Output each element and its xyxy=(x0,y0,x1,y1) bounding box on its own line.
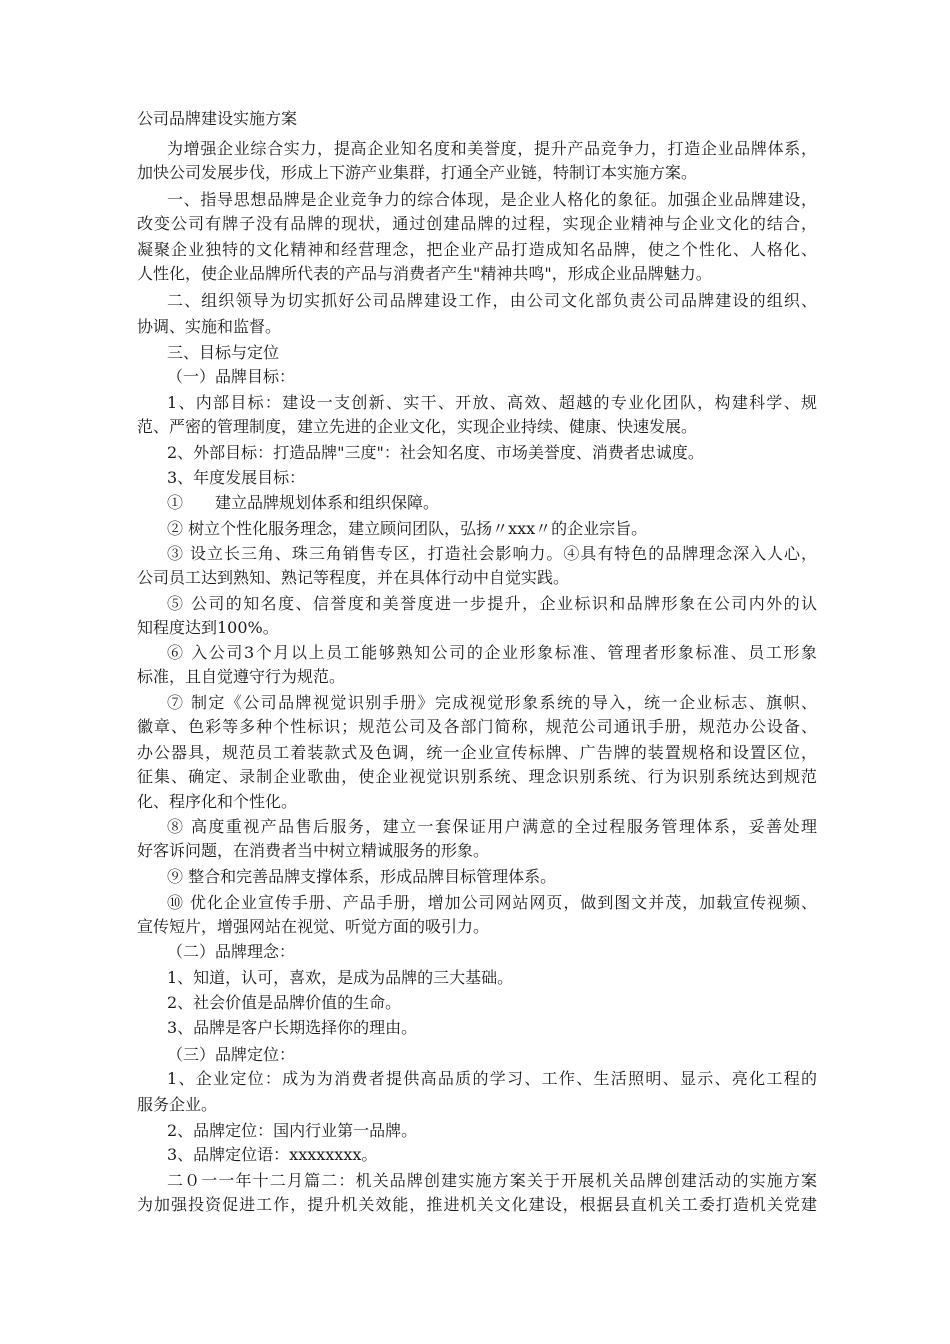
text-line: （二）品牌理念： xyxy=(167,942,296,961)
text-line: 公司员工达到熟知、熟记等程度，并在具体行动中自觉实践。 xyxy=(137,568,570,587)
text-line: 1、知道，认可，喜欢，是成为品牌的三大基础。 xyxy=(167,968,514,987)
text-line: ⑧ 高度重视产品售后服务，建立一套保证用户满意的全过程服务管理体系，妥善处理 xyxy=(167,817,817,836)
text-line: 征集、确定、录制企业歌曲，使企业视觉识别系统、理念识别系统、行为识别系统达到规范 xyxy=(137,767,817,786)
text-line: 化、程序化和个性化。 xyxy=(137,792,298,811)
text-line: 协调、实施和监督。 xyxy=(137,317,282,336)
text-line: 三、目标与定位 xyxy=(167,343,280,362)
text-line: 服务企业。 xyxy=(137,1095,218,1114)
text-line: 2、品牌定位：国内行业第一品牌。 xyxy=(167,1121,418,1140)
text-line: ⑤ 公司的知名度、信誉度和美誉度进一步提升，企业标识和品牌形象在公司内外的认 xyxy=(167,594,817,613)
text-line: 3、年度发展目标： xyxy=(167,468,306,487)
text-line: 徽章、色彩等多种个性标识；规范公司及各部门简称，规范公司通讯手册，规范办公设备、 xyxy=(137,717,817,736)
text-line: ③ 设立长三角、珠三角销售专区，打造社会影响力。④具有特色的品牌理念深入人心， xyxy=(167,544,817,563)
text-line: 范、严密的管理制度，建立先进的企业文化，实现企业持续、健康、快速发展。 xyxy=(137,417,698,436)
text-line: 一、指导思想品牌是企业竞争力的综合体现，是企业人格化的象征。加强企业品牌建设， xyxy=(167,190,817,209)
text-line: 2、社会价值是品牌价值的生命。 xyxy=(167,993,402,1012)
text-line: 好客诉问题，在消费者当中树立精诚服务的形象。 xyxy=(137,841,490,860)
text-line: 二０一一年十二月篇二：机关品牌创建实施方案关于开展机关品牌创建活动的实施方案 xyxy=(167,1171,817,1190)
text-line: 宣传短片，增强网站在视觉、听觉方面的吸引力。 xyxy=(137,917,490,936)
text-line: 1、内部目标：建设一支创新、实干、开放、高效、超越的专业化团队，构建科学、规 xyxy=(167,393,817,412)
text-line: ⑩ 优化企业宣传手册、产品手册，增加公司网站网页，做到图文并茂，加载宣传视频、 xyxy=(167,893,817,912)
text-line: 二、组织领导为切实抓好公司品牌建设工作，由公司文化部负责公司品牌建设的组织、 xyxy=(167,291,817,310)
text-line: 为加强投资促进工作，提升机关效能，推进机关文化建设，根据县直机关工委打造机关党建 xyxy=(137,1195,817,1214)
text-line: 3、品牌定位语：xxxxxxxx。 xyxy=(167,1145,378,1164)
text-line: 加快公司发展步伐，形成上下游产业集群，打通全产业链，特制订本实施方案。 xyxy=(137,163,698,182)
text-line: ⑦ 制定《公司品牌视觉识别手册》完成视觉形象系统的导入，统一企业标志、旗帜、 xyxy=(167,693,817,712)
text-line: ⑥ 入公司3个月以上员工能够熟知公司的企业形象标准、管理者形象标准、员工形象 xyxy=(167,643,817,662)
text-line: 1、企业定位：成为为消费者提供高品质的学习、工作、生活照明、显示、亮化工程的 xyxy=(167,1069,817,1088)
text-line: 改变公司有牌子没有品牌的现状，通过创建品牌的过程，实现企业精神与企业文化的结合， xyxy=(137,214,817,233)
text-line: 2、外部目标：打造品牌"三度"：社会知名度、市场美誉度、消费者忠诚度。 xyxy=(167,443,704,462)
text-line: 人性化，使企业品牌所代表的产品与消费者产生"精神共鸣"，形成企业品牌魅力。 xyxy=(137,264,712,283)
text-line: 3、品牌是客户长期选择你的理由。 xyxy=(167,1018,418,1037)
text-line: ① 建立品牌规划体系和组织保障。 xyxy=(167,493,440,512)
text-line: ⑨ 整合和完善品牌支撑体系，形成品牌目标管理体系。 xyxy=(167,867,557,886)
text-line: 知程度达到100%。 xyxy=(137,618,279,637)
text-line: ② 树立个性化服务理念，建立顾问团队，弘扬〃xxx〃的企业宗旨。 xyxy=(167,519,648,538)
text-line: 公司品牌建设实施方案 xyxy=(137,109,298,128)
text-line: （一）品牌目标： xyxy=(167,367,296,386)
text-line: 办公器具，规范员工着装款式及色调，统一企业宣传标牌、广告牌的装置规格和设置区位， xyxy=(137,743,817,762)
text-line: 标准，且自觉遵守行为规范。 xyxy=(137,667,346,686)
text-line: （三）品牌定位： xyxy=(167,1045,296,1064)
text-line: 凝聚企业独特的文化精神和经营理念，把企业产品打造成知名品牌，使之个性化、人格化、 xyxy=(137,240,817,259)
text-line: 为增强企业综合实力，提高企业知名度和美誉度，提升产品竞争力，打造企业品牌体系， xyxy=(167,139,817,158)
